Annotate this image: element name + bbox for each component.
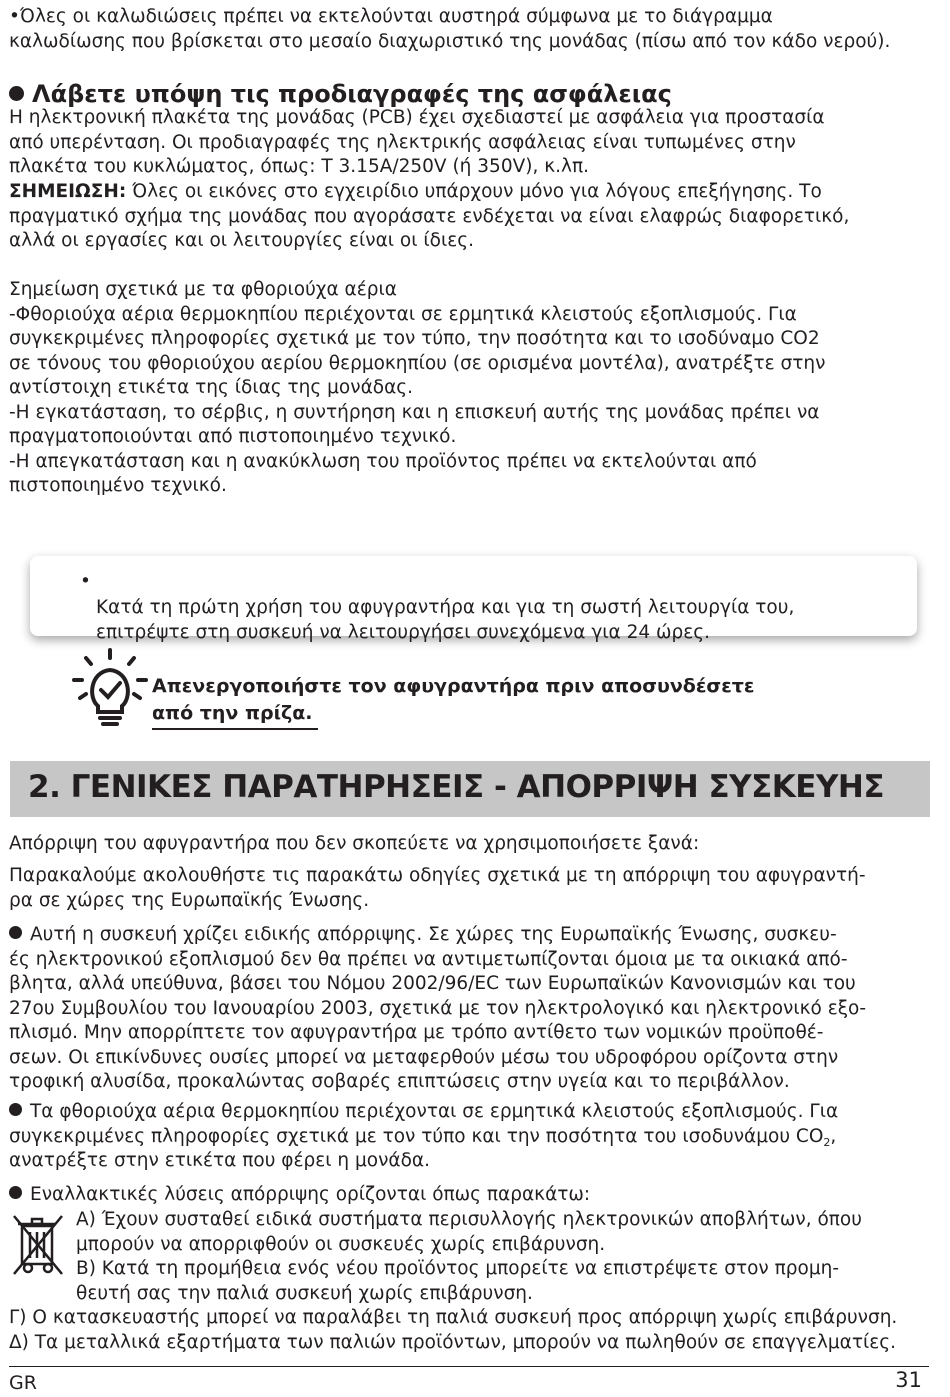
crossed-out-wheeled-bin-icon xyxy=(10,1212,68,1280)
gases-line-3: ανατρέξτε στην ετικέτα που φέρει η μονάδα. xyxy=(9,1150,431,1171)
bullet-icon xyxy=(9,86,24,101)
warning-underline xyxy=(152,728,318,730)
note-text: Όλες οι εικόνες στο εγχειρίδιο υπάρχουν μόνο για λόγους επεξήγησης. Το πραγματικό σχήμα της μονάδας που αγοράσατε ενδέχεται να είναι ελαφρώς διαφορετικό, αλλά οι εργασίες και οι λειτουργίες είναι οι ίδιες. xyxy=(9,181,850,251)
option-b: Β) Κατά τη προμήθεια ενός νέου προϊόντος μπορείτε να επιστρέψετε στον προμη- θευτή σας την παλιά συσκευή χωρίς επιβάρυνση. xyxy=(76,1258,840,1304)
fgas-note: Σημείωση σχετικά με τα φθοριούχα αέρια -Φθοριούχα αέρια θερμοκηπίου περιέχονται σε ερμητικά κλειστούς εξοπλισμούς. Για συγκεκριμένες πληροφορίες σχετικά με τον τύπο, την ποσότητα και το ισοδύναμο CO2 σε τόνους του φθοριούχου αερίου θερμοκηπίου (σε ορισμένα μοντέλα), ανατρέξτε στην αντίστοιχη ετικέτα της ίδιας της μονάδας. -Η εγκατάσταση, το σέρβις, η συντήρηση και η επισκευή αυτής της μονάδας πρέπει να πραγματοποιούνται από πιστοποιημένο τεχνικό. -Η απεγκατάσταση και η ανακύκλωση του προϊόντος πρέπει να εκτελούνται από πιστοποιημένο τεχνικό. xyxy=(9,279,826,496)
wiring-note: •Όλες οι καλωδιώσεις πρέπει να εκτελούνται αυστηρά σύμφωνα με το διάγραμμα καλωδίωσης που βρίσκεται στο μεσαίο διαχωριστικό της μονάδας (πίσω από τον κάδο νερού). xyxy=(9,6,891,52)
safety-heading xyxy=(9,80,672,108)
callout-text xyxy=(96,570,926,645)
bullet-icon xyxy=(9,1103,22,1116)
note-label: ΣΗΜΕΙΩΣΗ: xyxy=(9,181,127,202)
section-title: 2. ΓΕΝΙΚΕΣ ΠΑΡΑΤΗΡΗΣΕΙΣ - ΑΠΟΡΡΙΨΗ ΣΥΣΚΕΥΗΣ xyxy=(28,769,885,805)
safety-heading-text: Λάβετε υπόψη τις προδιαγραφές της ασφάλειας xyxy=(32,80,672,108)
disposal-special xyxy=(9,923,939,1095)
disposal-intro: Απόρριψη του αφυγραντήρα που δεν σκοπεύετε να χρησιμοποιήσετε ξανά: xyxy=(9,833,700,854)
gases-comma: , xyxy=(830,1125,837,1147)
alternatives-text: Εναλλακτικές λύσεις απόρριψης ορίζονται όπως παρακάτω: xyxy=(30,1184,591,1205)
callout-bullet: • xyxy=(80,571,91,592)
footer-rule xyxy=(9,1366,929,1367)
lightbulb-check-icon xyxy=(70,648,150,728)
disposal-eu: Παρακαλούμε ακολουθήστε τις παρακάτω οδηγίες σχετικά με τη απόρριψη του αφυγραντή- ρα σε χώρες της Ευρωπαϊκής Ένωσης. xyxy=(9,865,866,911)
page-number: 31 xyxy=(895,1368,922,1392)
footer-language: GR xyxy=(9,1372,37,1394)
safety-note xyxy=(9,180,939,254)
option-d: Δ) Τα μεταλλικά εξαρτήματα των παλιών προϊόντων, μπορούν να πωληθούν σε επαγγελματίες. xyxy=(9,1332,896,1353)
option-c: Γ) Ο κατασκευαστής μπορεί να παραλάβει τη παλιά συσκευή προς απόρριψη χωρίς επιβάρυνση. xyxy=(9,1307,898,1328)
disposal-gases xyxy=(9,1100,939,1174)
bullet-icon xyxy=(9,926,22,939)
safety-body: Η ηλεκτρονική πλακέτα της μονάδας (PCB) έχει σχεδιαστεί με ασφάλεια για προστασία από υπερένταση. Οι προδιαγραφές της ηλεκτρικής ασφάλειας είναι τυπωμένες στην πλακέτα του κυκλώματος, όπως: T 3.15A/250V (ή 350V), κ.λπ. xyxy=(9,107,825,177)
disposal-special-text: Αυτή η συσκευή χρίζει ειδικής απόρριψης. Σε χώρες της Ευρωπαϊκής Ένωσης, συσκευ- ές ηλεκτρονικού εξοπλισμού δεν θα πρέπει να αντιμετωπίζονται όμοια με τα οικιακά από- βλητα, αλλά υπεύθυνα, βάσει του Νόμου 2002/96/EC των Ευρωπαϊκών Κανονισμών και του 27ου Συμβουλίου του Ιανουαρίου 2003, σχετικά με τον ηλεκτρολογικό και ηλεκτρονικό εξο- πλισμό. Μην απορρίπτετε τον αφυγραντήρα με τρόπο αντίθετο των νομικών προϋποθέ- σεων. Οι επικίνδυνες ουσίες μπορεί να μεταφερθούν μέσω του υδροφόρου ορίζοντα στην τροφική αλυσίδα, προκαλώντας σοβαρές επιπτώσεις στην υγεία και το περιβάλλον. xyxy=(9,924,867,1092)
co2-subscript: 2 xyxy=(823,1135,831,1149)
bullet-icon xyxy=(9,1186,22,1199)
gases-line-2: συγκεκριμένες πληροφορίες σχετικά με τον τύπο και την ποσότητα του ισοδυνάμου CO xyxy=(9,1125,824,1147)
option-a: Α) Έχουν συσταθεί ειδικά συστήματα περισυλλογής ηλεκτρονικών αποβλήτων, όπου μπορούν να απορριφθούν οι συσκευές χωρίς επιβάρυνση. xyxy=(76,1209,862,1255)
disposal-alternatives xyxy=(9,1183,939,1208)
callout-text-content: Κατά τη πρώτη χρήση του αφυγραντήρα και για τη σωστή λειτουργία του, επιτρέψτε στη συσκευή να λειτουργήσει συνεχόμενα για 24 ώρες. xyxy=(96,597,795,643)
gases-line-1: Τα φθοριούχα αέρια θερμοκηπίου περιέχονται σε ερμητικά κλειστούς εξοπλισμούς. Για xyxy=(30,1101,839,1122)
unplug-warning: Απενεργοποιήστε τον αφυγραντήρα πριν αποσυνδέσετε από την πρίζα. xyxy=(152,675,755,724)
